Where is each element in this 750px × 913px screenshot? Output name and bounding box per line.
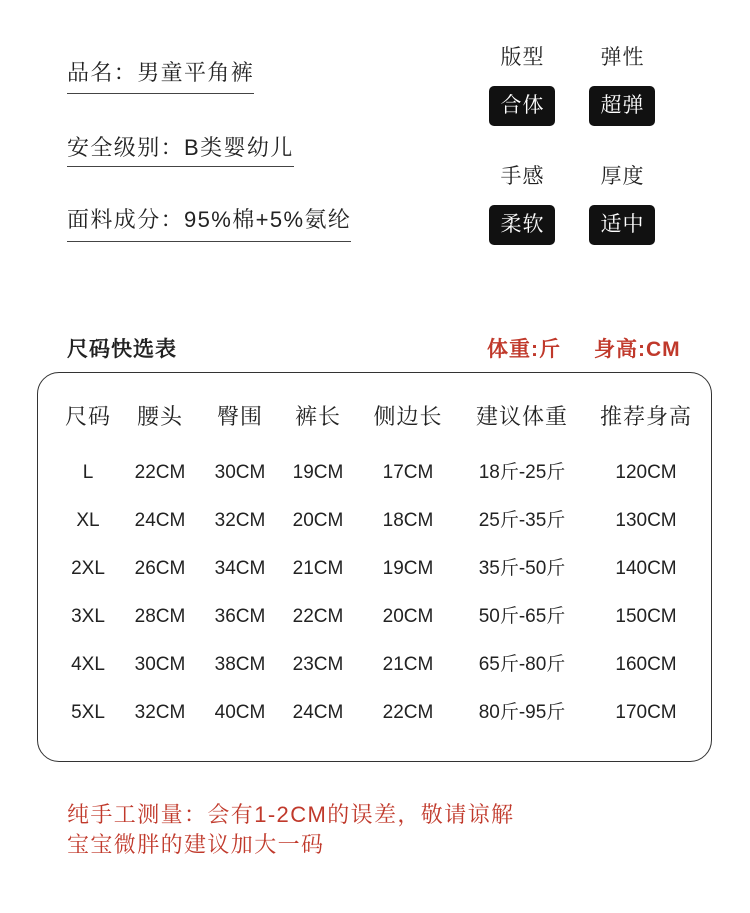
attr-elasticity-label: 弹性 bbox=[600, 46, 645, 69]
height-unit-note: 身高:CM bbox=[594, 338, 681, 361]
fabric-composition-value: 95%棉+5%氨纶 bbox=[184, 207, 352, 232]
cell-height: 150CM bbox=[615, 606, 677, 627]
measurement-note: 纯手工测量：会有1-2CM的误差，敬请谅解 bbox=[67, 802, 515, 827]
attr-elasticity bbox=[589, 43, 655, 126]
weight-unit-note: 体重:斤 bbox=[487, 338, 561, 361]
cell-hip: 30CM bbox=[214, 462, 266, 483]
cell-side-length: 19CM bbox=[382, 558, 434, 579]
header-length: 裤长 bbox=[294, 404, 342, 429]
size-up-note: 宝宝微胖的建议加大一码 bbox=[67, 832, 325, 857]
safety-level-label: 安全级别： bbox=[67, 135, 185, 160]
cell-height: 170CM bbox=[615, 702, 677, 723]
table-header-row bbox=[38, 402, 711, 432]
attr-thickness bbox=[589, 162, 655, 245]
cell-hip: 32CM bbox=[214, 510, 266, 531]
cell-hip: 34CM bbox=[214, 558, 266, 579]
attr-elasticity-badge: 超弹 bbox=[589, 86, 655, 126]
cell-size: 4XL bbox=[71, 654, 105, 675]
cell-height: 120CM bbox=[615, 462, 677, 483]
cell-size: 2XL bbox=[71, 558, 105, 579]
cell-length: 24CM bbox=[292, 702, 344, 723]
header-hip: 臀围 bbox=[216, 404, 264, 429]
cell-waist: 22CM bbox=[134, 462, 186, 483]
safety-level-line bbox=[67, 133, 294, 167]
cell-height: 130CM bbox=[615, 510, 677, 531]
cell-waist: 32CM bbox=[134, 702, 186, 723]
cell-waist: 28CM bbox=[134, 606, 186, 627]
header-height: 推荐身高 bbox=[599, 404, 693, 429]
cell-weight: 65斤-80斤 bbox=[478, 654, 566, 675]
cell-hip: 36CM bbox=[214, 606, 266, 627]
cell-size: 3XL bbox=[71, 606, 105, 627]
cell-side-length: 20CM bbox=[382, 606, 434, 627]
attr-thickness-badge: 适中 bbox=[589, 205, 655, 245]
cell-weight: 35斤-50斤 bbox=[478, 558, 566, 579]
cell-length: 19CM bbox=[292, 462, 344, 483]
cell-length: 22CM bbox=[292, 606, 344, 627]
table-row bbox=[38, 554, 711, 584]
table-row bbox=[38, 506, 711, 536]
cell-hip: 40CM bbox=[214, 702, 266, 723]
fabric-composition-label: 面料成分： bbox=[67, 207, 185, 232]
cell-waist: 24CM bbox=[134, 510, 186, 531]
attr-fit-badge: 合体 bbox=[489, 86, 555, 126]
cell-height: 160CM bbox=[615, 654, 677, 675]
header-waist: 腰头 bbox=[136, 404, 184, 429]
table-row bbox=[38, 602, 711, 632]
cell-weight: 50斤-65斤 bbox=[478, 606, 566, 627]
cell-side-length: 21CM bbox=[382, 654, 434, 675]
cell-side-length: 18CM bbox=[382, 510, 434, 531]
attr-hand-feel-label: 手感 bbox=[500, 165, 545, 188]
cell-size: 5XL bbox=[71, 702, 105, 723]
cell-height: 140CM bbox=[615, 558, 677, 579]
product-name-line bbox=[67, 58, 254, 94]
cell-hip: 38CM bbox=[214, 654, 266, 675]
size-table bbox=[37, 372, 712, 762]
attr-hand-feel-badge: 柔软 bbox=[489, 205, 555, 245]
attr-fit bbox=[489, 43, 555, 126]
attr-fit-label: 版型 bbox=[500, 46, 545, 69]
product-name-value: 男童平角裤 bbox=[137, 60, 255, 85]
cell-size: L bbox=[82, 462, 94, 483]
attr-thickness-label: 厚度 bbox=[600, 165, 645, 188]
size-chart-title: 尺码快选表 bbox=[67, 338, 177, 361]
cell-weight: 25斤-35斤 bbox=[478, 510, 566, 531]
table-row bbox=[38, 650, 711, 680]
header-side-length: 侧边长 bbox=[373, 404, 443, 429]
cell-side-length: 22CM bbox=[382, 702, 434, 723]
safety-level-value: B类婴幼儿 bbox=[184, 135, 294, 160]
cell-length: 23CM bbox=[292, 654, 344, 675]
product-name-label: 品名： bbox=[67, 60, 138, 85]
table-row bbox=[38, 698, 711, 728]
cell-length: 20CM bbox=[292, 510, 344, 531]
header-weight: 建议体重 bbox=[475, 404, 569, 429]
cell-weight: 80斤-95斤 bbox=[478, 702, 566, 723]
cell-waist: 30CM bbox=[134, 654, 186, 675]
cell-waist: 26CM bbox=[134, 558, 186, 579]
cell-length: 21CM bbox=[292, 558, 344, 579]
cell-size: XL bbox=[76, 510, 100, 531]
header-size: 尺码 bbox=[64, 404, 112, 429]
cell-side-length: 17CM bbox=[382, 462, 434, 483]
attr-hand-feel bbox=[489, 162, 555, 245]
fabric-composition-line bbox=[67, 205, 351, 242]
cell-weight: 18斤-25斤 bbox=[478, 462, 566, 483]
table-row bbox=[38, 458, 711, 488]
